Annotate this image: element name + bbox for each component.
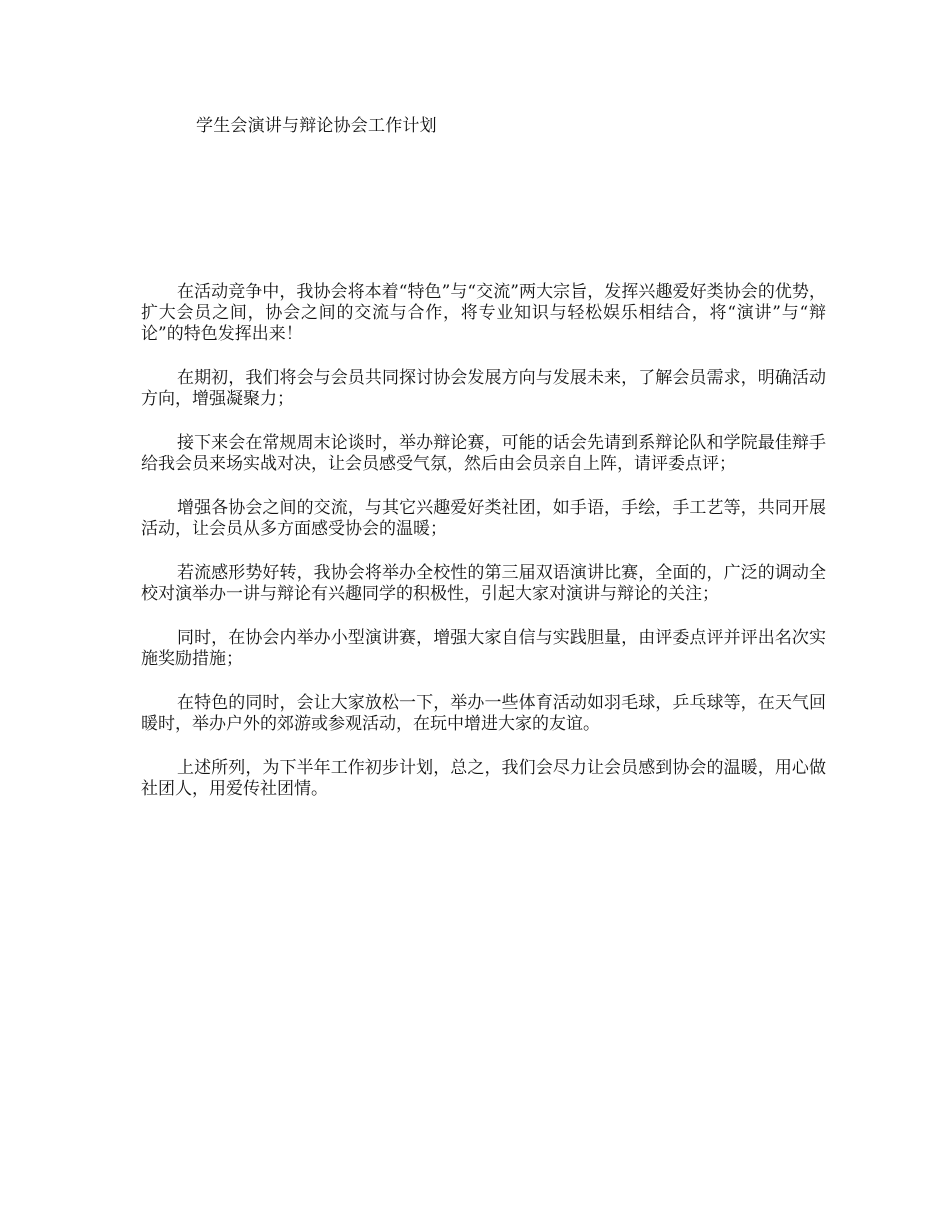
paragraph-activity-competition: 在活动竞争中，我协会将本着“特色”与“交流”两大宗旨，发挥兴趣爱好类协会的优势，扩大会员之间，协会之间的交流与合作，将专业知识与轻松娱乐相结合，将“演讲”与“辩论”的特色发挥出来！ xyxy=(141,282,826,344)
document-title: 学生会演讲与辩论协会工作计划 xyxy=(196,116,437,136)
paragraph-debate-contest: 接下来会在常规周末论谈时，举办辩论赛，可能的话会先请到系辩论队和学院最佳辩手给我会员来场实战对决，让会员感受气氛，然后由会员亲自上阵，请评委点评； xyxy=(141,433,826,474)
paragraph-club-exchange: 增强各协会之间的交流，与其它兴趣爱好类社团，如手语，手绘，手工艺等，共同开展活动，让会员从多方面感受协会的温暖； xyxy=(141,498,826,539)
paragraph-sports-activities: 在特色的同时，会让大家放松一下，举办一些体育活动如羽毛球，乒乓球等，在天气回暖时，举办户外的郊游或参观活动，在玩中增进大家的友谊。 xyxy=(141,693,826,734)
paragraph-bilingual-speech: 若流感形势好转，我协会将举办全校性的第三届双语演讲比赛，全面的，广泛的调动全校对演举办一讲与辩论有兴趣同学的积极性，引起大家对演讲与辩论的关注； xyxy=(141,563,826,604)
document-body xyxy=(141,282,826,823)
paragraph-internal-speech: 同时，在协会内举办小型演讲赛，增强大家自信与实践胆量，由评委点评并评出名次实施奖励措施； xyxy=(141,628,826,669)
paragraph-early-term: 在期初，我们将会与会员共同探讨协会发展方向与发展未来，了解会员需求，明确活动方向，增强凝聚力； xyxy=(141,368,826,409)
paragraph-summary: 上述所列，为下半年工作初步计划，总之，我们会尽力让会员感到协会的温暖，用心做社团人，用爱传社团情。 xyxy=(141,758,826,799)
